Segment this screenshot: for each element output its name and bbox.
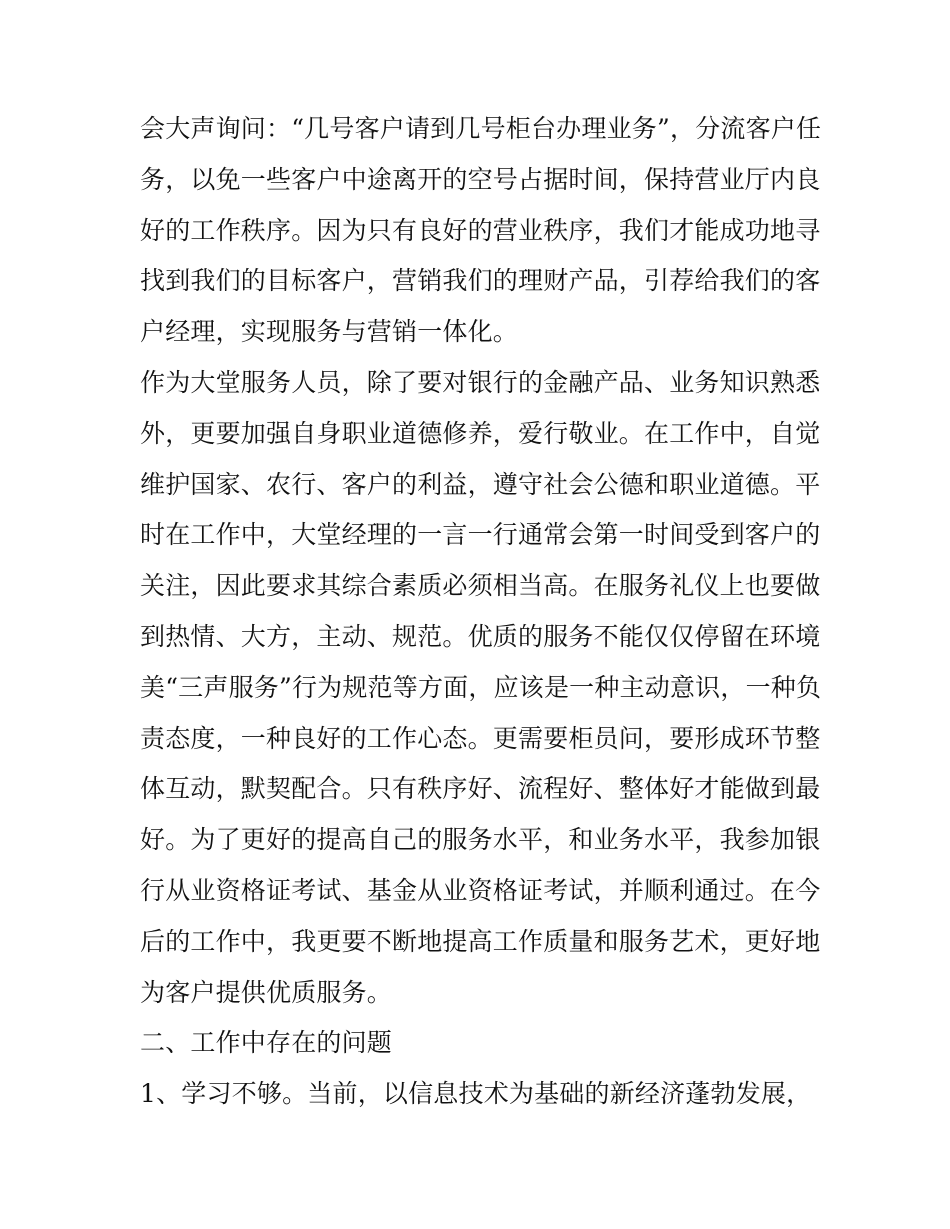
text-line: 好。为了更好的提高自己的服务水平，和业务水平，我参加银	[140, 825, 821, 855]
text-line: 会大声询问：“几号客户请到几号柜台办理业务”，分流客户任	[140, 114, 822, 143]
section-heading: 二、工作中存在的问题	[140, 1028, 393, 1058]
text-line: 后的工作中，我更要不断地提高工作质量和服务艺术，更好地	[140, 926, 821, 956]
text-line: 到热情、大方，主动、规范。优质的服务不能仅仅停留在环境	[140, 621, 821, 651]
text-line: 外，更要加强自身职业道德修养，爱行敬业。在工作中，自觉	[140, 418, 821, 448]
text-line: 作为大堂服务人员，除了要对银行的金融产品、业务知识熟悉	[140, 367, 821, 397]
text-line: 时在工作中，大堂经理的一言一行通常会第一时间受到客户的	[140, 520, 821, 550]
text-line: 责态度，一种良好的工作心态。更需要柜员问，要形成环节整	[140, 723, 821, 753]
text-line: 1、学习不够。当前，以信息技术为基础的新经济蓬勃发展，	[140, 1079, 812, 1109]
text-line: 好的工作秩序。因为只有良好的营业秩序，我们才能成功地寻	[140, 215, 821, 245]
text-line: 维护国家、农行、客户的利益，遵守社会公德和职业道德。平	[140, 469, 821, 499]
text-line: 户经理，实现服务与营销一体化。	[140, 317, 519, 347]
text-line: 务，以免一些客户中途离开的空号占据时间，保持营业厅内良	[140, 164, 821, 194]
text-line: 找到我们的目标客户，营销我们的理财产品，引荐给我们的客	[140, 266, 821, 296]
text-line: 为客户提供优质服务。	[140, 977, 393, 1007]
text-line: 关注，因此要求其综合素质必须相当高。在服务礼仪上也要做	[140, 571, 821, 601]
text-line: 行从业资格证考试、基金从业资格证考试，并顺利通过。在今	[140, 875, 821, 905]
document-body	[140, 104, 820, 1120]
text-line: 美“三声服务”行为规范等方面，应该是一种主动意识，一种负	[140, 672, 822, 702]
text-line: 体互动，默契配合。只有秩序好、流程好、整体好才能做到最	[140, 774, 821, 804]
